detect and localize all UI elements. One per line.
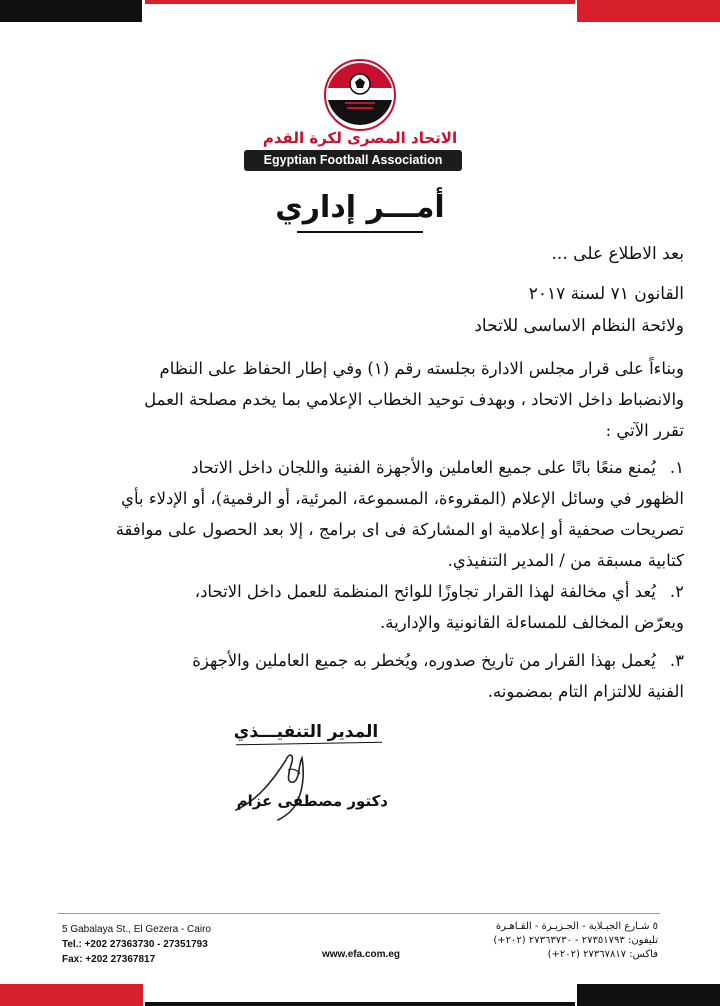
preamble-line-2: والانضباط داخل الاتحاد ، وبهدف توحيد الخطاب الإعلامي بما يخدم مصلحة العمل <box>144 390 684 409</box>
top-band-red-line <box>145 0 575 4</box>
handwritten-signature-icon <box>228 740 358 830</box>
title-underline <box>297 231 423 233</box>
item-line: ويعرّض المخالف للمساءلة القانونية والإدارية. <box>380 613 684 632</box>
org-name-english-bar <box>244 150 462 171</box>
document-title: أمـــر إداري <box>275 190 445 225</box>
intro-line-3: ولائحة النظام الاساسى للاتحاد <box>474 316 684 336</box>
footer-divider <box>58 913 660 914</box>
signatory-title: المدير التنفيـــذي <box>233 722 379 742</box>
efa-logo-icon <box>323 58 397 132</box>
footer-fax-ar: فاكس: ٢٧٣٦٧٨١٧ (٢٠٢+) <box>547 949 658 960</box>
footer-address-ar: ٥ شـارع الجبـلاية - الجـزيـرة - القـاهـرة <box>495 921 658 932</box>
footer-tel-en: Tel.: +202 27363730 - 27351793 <box>62 939 208 950</box>
footer-website: www.efa.com.eg <box>322 949 400 960</box>
item-line: تصريحات صحفية أو إعلامية او المشاركة فى اى برامج ، إلا بعد الحصول على موافقة <box>115 520 684 539</box>
bottom-band-black <box>577 984 720 1006</box>
preamble-line-1: وبناءاً على قرار مجلس الادارة بجلسته رقم (١) وفي إطار الحفاظ على النظام <box>159 359 684 378</box>
decision-item-1 <box>36 452 684 576</box>
item-line: كتابية مسبقة من / المدير التنفيذي. <box>447 551 684 570</box>
org-name-english: Egyptian Football Association <box>263 153 443 167</box>
item-line: الظهور في وسائل الإعلام (المقروءة، المسموعة، المرئية، أو الرقمية)، أو الإدلاء بأي <box>121 489 684 508</box>
signatory-name: دكتور مصطفى عزام <box>236 792 388 810</box>
item-line: يُمنع منعًا باتًا على جميع العاملين والأجهزة الفنية واللجان داخل الاتحاد <box>191 458 656 477</box>
footer-contact-arabic <box>493 920 658 962</box>
top-band-black <box>0 0 142 22</box>
item-line: يُعد أي مخالفة لهذا القرار تجاوزًا للوائح المنظمة للعمل داخل الاتحاد، <box>194 582 656 601</box>
intro-line-1: بعد الاطلاع على ... <box>551 244 684 264</box>
top-color-band <box>0 0 720 22</box>
preamble-paragraph <box>36 353 684 446</box>
bottom-color-band <box>0 984 720 1006</box>
bottom-band-red <box>0 984 143 1006</box>
decision-item-2 <box>36 576 684 638</box>
item-line: الفنية للالتزام التام بمضمونه. <box>487 682 684 701</box>
footer-fax-en: Fax: +202 27367817 <box>62 954 156 965</box>
item-line: يُعمل بهذا القرار من تاريخ صدوره، ويُخطر به جميع العاملين والأجهزة <box>192 651 656 670</box>
item-number: ٢. <box>669 582 684 601</box>
intro-line-2: القانون ٧١ لسنة ٢٠١٧ <box>528 284 684 304</box>
preamble-line-3: تقرر الآتي : <box>605 421 684 440</box>
bottom-band-black-line <box>145 1002 575 1006</box>
org-name-arabic: الاتحاد المصرى لكرة القدم <box>262 129 458 147</box>
top-band-red <box>577 0 720 22</box>
item-number: ٣. <box>669 651 684 670</box>
footer-address-en: 5 Gabalaya St., El Gezera - Cairo <box>62 924 211 935</box>
item-number: ١. <box>669 458 684 477</box>
footer-tel-ar: تليفون: ٢٧٣٥١٧٩٣ - ٢٧٣٦٣٧٣٠ (٢٠٢+) <box>493 935 658 946</box>
decision-item-3 <box>36 645 684 707</box>
footer-contact-english <box>62 922 211 967</box>
